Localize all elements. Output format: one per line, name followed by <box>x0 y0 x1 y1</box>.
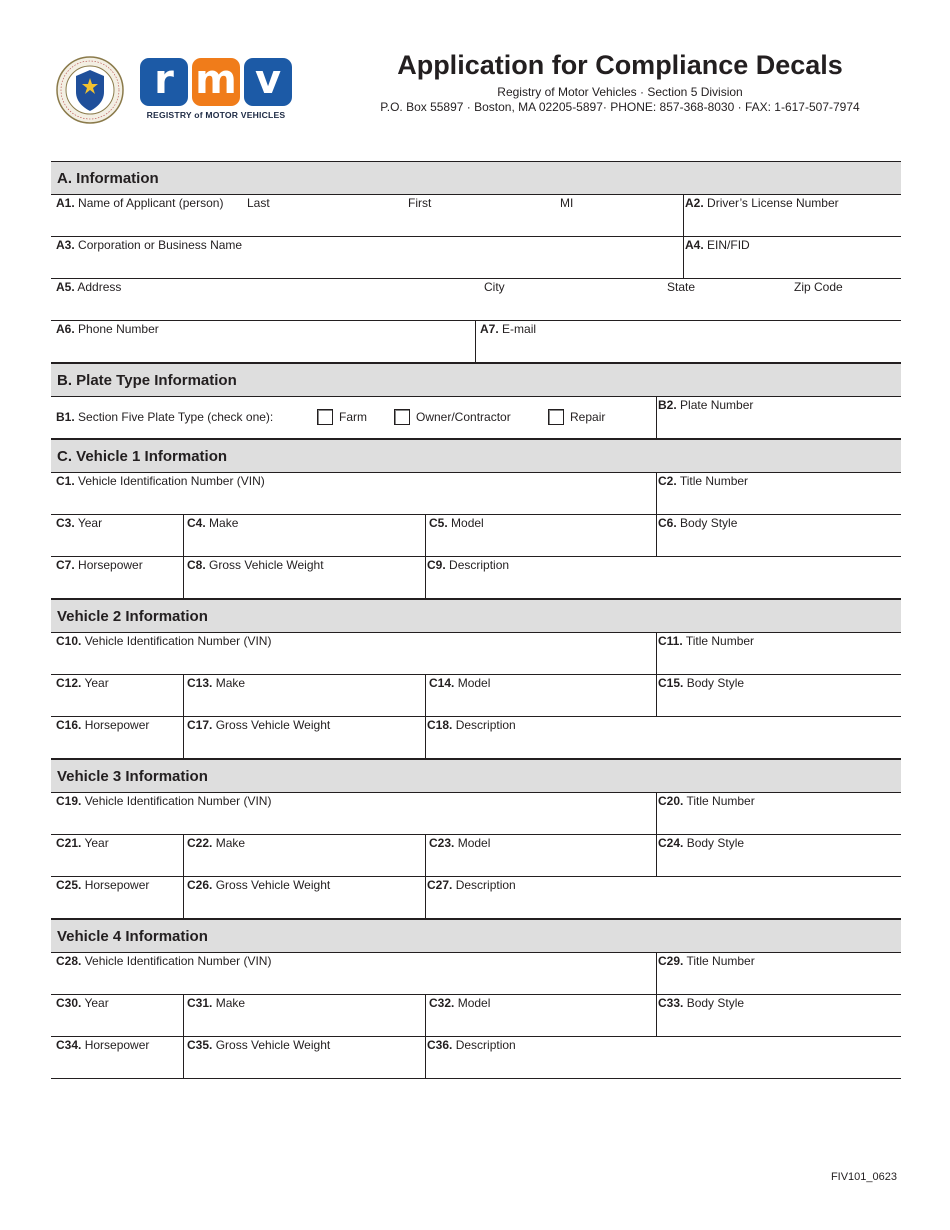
vehicle-3-row-2 <box>51 835 901 877</box>
field-a3-business-name[interactable]: A3. Corporation or Business Name <box>56 238 243 252</box>
vehicle-2-make-field[interactable]: C13. Make <box>183 675 425 716</box>
rmv-logo <box>140 58 292 122</box>
vehicle-1-gvw-field[interactable]: C8. Gross Vehicle Weight <box>183 557 425 598</box>
massachusetts-seal-logo <box>56 56 124 124</box>
checkbox-owner-contractor-label: Owner/Contractor <box>416 410 511 424</box>
rmv-logo-r: r <box>140 58 188 106</box>
vehicle-2-description-field[interactable]: C18. Description <box>425 717 901 758</box>
row-b1-b2 <box>51 397 901 439</box>
vehicle-4-model-field[interactable]: C32. Model <box>425 995 656 1036</box>
vehicle-3-horsepower-field[interactable]: C25. Horsepower <box>56 878 150 892</box>
a1-mi-label: MI <box>560 196 574 210</box>
vehicle-2-model-field[interactable]: C14. Model <box>425 675 656 716</box>
form-code: FIV101_0623 <box>830 1171 897 1183</box>
section-vehicle-2-header: Vehicle 2 Information <box>51 599 901 633</box>
vehicle-2-row-2 <box>51 675 901 717</box>
application-form <box>51 161 901 1079</box>
vehicle-3-description-field[interactable]: C27. Description <box>425 877 901 918</box>
vehicle-3-year-field[interactable]: C21. Year <box>56 836 109 850</box>
vehicle-3-row-3 <box>51 877 901 919</box>
vehicle-3-body-style-field[interactable]: C24. Body Style <box>656 835 901 876</box>
section-vehicle-3-header: Vehicle 3 Information <box>51 759 901 793</box>
vehicle-1-model-field[interactable]: C5. Model <box>425 515 656 556</box>
vehicle-4-row-3 <box>51 1037 901 1079</box>
a5-zip-label: Zip Code <box>794 280 843 294</box>
vehicles-container <box>51 439 901 1079</box>
vehicle-2-body-style-field[interactable]: C15. Body Style <box>656 675 901 716</box>
vehicle-1-row-1 <box>51 473 901 515</box>
row-a3-a4 <box>51 237 901 279</box>
vehicle-1-make-field[interactable]: C4. Make <box>183 515 425 556</box>
checkbox-repair-label: Repair <box>570 410 606 424</box>
page-title: Application for Compliance Decals <box>397 50 843 80</box>
checkbox-owner-contractor[interactable] <box>394 409 410 425</box>
a1-first-label: First <box>408 196 432 210</box>
vehicle-4-year-field[interactable]: C30. Year <box>56 996 109 1010</box>
vehicle-2-row-3 <box>51 717 901 759</box>
section-vehicle-4-header: Vehicle 4 Information <box>51 919 901 953</box>
vehicle-3-vin-field[interactable]: C19. Vehicle Identification Number (VIN) <box>56 794 272 808</box>
checkbox-farm-label: Farm <box>339 410 367 424</box>
field-a6-phone[interactable]: A6. Phone Number <box>56 322 159 336</box>
row-a5 <box>51 279 901 321</box>
vehicle-1-row-3 <box>51 557 901 599</box>
vehicle-2-vin-field[interactable]: C10. Vehicle Identification Number (VIN) <box>56 634 272 648</box>
vehicle-1-row-2 <box>51 515 901 557</box>
vehicle-2-gvw-field[interactable]: C17. Gross Vehicle Weight <box>183 717 425 758</box>
field-a5-address[interactable]: A5. Address City State Zip Code <box>56 280 843 294</box>
vehicle-2-row-1 <box>51 633 901 675</box>
a5-state-label: State <box>667 280 696 294</box>
vehicle-4-description-field[interactable]: C36. Description <box>425 1037 901 1078</box>
a1-last-label: Last <box>247 196 270 210</box>
row-a6-a7 <box>51 321 901 363</box>
section-a-header: A. Information <box>51 161 901 195</box>
vehicle-1-vin-field[interactable]: C1. Vehicle Identification Number (VIN) <box>56 474 265 488</box>
vehicle-3-row-1 <box>51 793 901 835</box>
field-b2-plate-number[interactable]: B2. Plate Number <box>656 397 901 438</box>
rmv-logo-v: v <box>244 58 292 106</box>
field-a2-license-number[interactable]: A2. Driver’s License Number <box>683 195 901 236</box>
page-subtitle: Registry of Motor Vehicles · Section 5 Division <box>497 85 743 99</box>
vehicle-2-year-field[interactable]: C12. Year <box>56 676 109 690</box>
vehicle-2-title-number-field[interactable]: C11. Title Number <box>656 633 901 674</box>
a5-city-label: City <box>484 280 505 294</box>
checkbox-repair[interactable] <box>548 409 564 425</box>
vehicle-4-row-1 <box>51 953 901 995</box>
vehicle-4-body-style-field[interactable]: C33. Body Style <box>656 995 901 1036</box>
field-b1-plate-type: B1. Section Five Plate Type (check one): Farm Owner/Contractor Repair <box>56 410 606 424</box>
rmv-logo-subtext: REGISTRY of MOTOR VEHICLES <box>146 110 286 120</box>
vehicle-3-make-field[interactable]: C22. Make <box>183 835 425 876</box>
vehicle-3-gvw-field[interactable]: C26. Gross Vehicle Weight <box>183 877 425 918</box>
field-a7-email[interactable]: A7. E-mail <box>475 321 901 362</box>
checkbox-farm[interactable] <box>317 409 333 425</box>
rmv-logo-m: m <box>192 58 240 106</box>
row-a1-a2 <box>51 195 901 237</box>
vehicle-1-horsepower-field[interactable]: C7. Horsepower <box>56 558 143 572</box>
section-b-header: B. Plate Type Information <box>51 363 901 397</box>
contact-info: P.O. Box 55897 · Boston, MA 02205-5897· PHONE: 857-368-8030 · FAX: 1-617-507-7974 <box>380 100 860 114</box>
vehicle-4-title-number-field[interactable]: C29. Title Number <box>656 953 901 994</box>
vehicle-1-title-number-field[interactable]: C2. Title Number <box>656 473 901 514</box>
vehicle-1-body-style-field[interactable]: C6. Body Style <box>656 515 901 556</box>
vehicle-3-model-field[interactable]: C23. Model <box>425 835 656 876</box>
vehicle-3-title-number-field[interactable]: C20. Title Number <box>656 793 901 834</box>
vehicle-4-make-field[interactable]: C31. Make <box>183 995 425 1036</box>
field-a1-applicant-name[interactable]: A1. Name of Applicant (person) Last First MI <box>56 196 574 210</box>
vehicle-4-horsepower-field[interactable]: C34. Horsepower <box>56 1038 150 1052</box>
vehicle-1-description-field[interactable]: C9. Description <box>425 557 901 598</box>
vehicle-4-row-2 <box>51 995 901 1037</box>
vehicle-2-horsepower-field[interactable]: C16. Horsepower <box>56 718 150 732</box>
section-vehicle-1-header: C. Vehicle 1 Information <box>51 439 901 473</box>
field-a4-ein[interactable]: A4. EIN/FID <box>683 237 901 278</box>
vehicle-1-year-field[interactable]: C3. Year <box>56 516 103 530</box>
vehicle-4-gvw-field[interactable]: C35. Gross Vehicle Weight <box>183 1037 425 1078</box>
vehicle-4-vin-field[interactable]: C28. Vehicle Identification Number (VIN) <box>56 954 272 968</box>
